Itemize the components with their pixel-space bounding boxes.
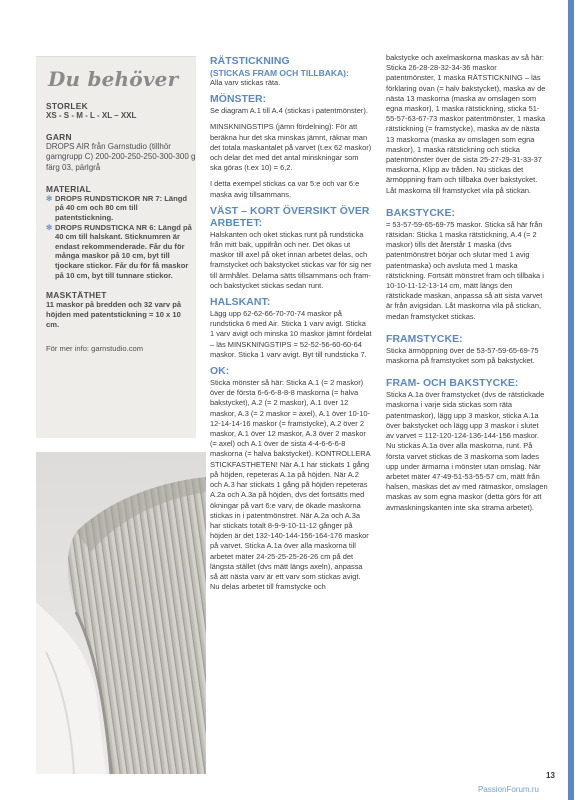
heading-halskant: HALSKANT: [210, 297, 271, 309]
text-ratstickning: Alla varv stickas räta. [210, 78, 281, 87]
more-info: För mer info: garnstudio.com [46, 343, 144, 353]
heading-fram-och-bakstycke: FRAM- OCH BAKSTYCKE: [386, 378, 519, 390]
snowflake-bullet-icon: ✻ [46, 222, 53, 232]
yarn-text: DROPS AIR från Garnstudio (tillhör garngrupp C) 200-200-250-250-300-300 g färg 03, pärlgrå [46, 142, 196, 172]
text-halskant: Lägg upp 62-62-66-70-70-74 maskor på rundsticka 6 med Air. Sticka 1 varv avigt. Sticka 1 varv avigt och minska 10 maskor jämnt fördelat – läs MINSKNINGSTIPS = 52-52-56-60-60-64 maskor. Sticka 1 varv avigt. Byt till rundsticka 7. [210, 309, 372, 359]
instructions-column-2 [386, 53, 548, 519]
knitted-vest-image [36, 452, 206, 774]
watermark: PassionForum.ru [478, 785, 539, 794]
snowflake-bullet-icon: ✻ [46, 193, 53, 203]
gauge-text: 11 maskor på bredden och 32 varv på höjden med patentstickning = 10 x 10 cm. [46, 300, 182, 329]
size-text: XS - S - M - L - XL – XXL [46, 111, 137, 120]
yarn-heading: GARN [46, 132, 72, 143]
gauge-heading: MASKTÄTHET [46, 290, 107, 301]
heading-monster: MÖNSTER: [210, 94, 267, 106]
heading-bakstycke: BAKSTYCKE: [386, 207, 456, 219]
box-title: Du behöver [48, 67, 179, 91]
text-framstycke: Sticka ärmöppning över de 53-57-59-65-69-75 maskorna på framstycket som på bakstycket. [386, 345, 539, 366]
material-item-2-text: DROPS RUNDSTICKA NR 6: Längd på 40 cm till halskant. Sticknumren är endast rekommenderade. Får du för många maskor på 10 cm, byt till tjockare stickor. Får du för få maskor på 10 cm, byt till tunnare stickor. [55, 222, 192, 280]
material-item-2 [46, 223, 196, 281]
text-bakstycke: = 53-57-59-65-69-75 maskor. Sticka så här från rätsidan: Sticka 1 maska rätstickning, A.4 (= 2 maskor) tills det återstår 1 maska (dvs patentmönstret börjar och slutar med 1 avig patentmaska) och avsluta med 1 maska rätstickning. Fortsätt mönstret fram och tillbaka i 10-10-11-12-13-14 cm, mätt längs den rätstickade maskan, anpassa så att sista varvet är från avigsidan. Låt maskorna vila på stickan, medan framstycket stickas. [386, 219, 544, 321]
material-item-1 [46, 194, 196, 223]
material-item-1-text: DROPS RUNDSTICKOR NR 7: Längd på 40 cm och 80 cm till patentstickning. [55, 193, 188, 222]
heading-ratstickning-sub: (STICKAS FRAM OCH TILLBAKA): [210, 68, 349, 78]
heading-ok: OK: [210, 366, 230, 378]
text-monster: Se diagram A.1 till A.4 (stickas i patentmönster). [210, 106, 368, 116]
text-minskningstips-example: I detta exempel stickas ca var 5:e och var 6:e maska avig tillsammans. [210, 179, 360, 199]
instructions-column-1 [210, 56, 372, 598]
heading-framstycke: FRAMSTYCKE: [386, 333, 463, 345]
text-minskningstips: MINSKNINGSTIPS (jämn fördelning): För att beräkna hur det ska minskas jämnt, räknar man det totala maskantalet på varvet (t.ex 62 maskor) och delar det med det antal minskningar som ska göras (t.ex 10) = 6,2. [210, 122, 372, 173]
vest-photo [36, 452, 206, 774]
material-heading: MATERIAL [46, 183, 92, 194]
text-vast: Halskanten och oket stickas runt på rundsticka från mitt bak, uppifrån och ner. Det ökas ut maskor till axel på oket innan arbetet delas, och framstycket och bakstycket stickas var för sig ner till ärmhålet. Delarna sätts tillsammans och fram- och bakstycket stickas sedan runt. [210, 229, 372, 290]
text-fram-och-bakstycke: Sticka A.1a över framstycket (dvs de rätstickade maskorna i varje sida stickas som räta patentmaskor), lägg upp 3 maskor, sticka A.1a över bakstycket och lägg upp 3 maskor i slutet av varvet = 112-120-124-136-144-156 maskor. Nu stickas A.1a över alla maskorna, runt. På första varvet stickas de 3 maskorna som lades upp under ärmarna i mönster utan omslag. När arbetet mäter 47-49-51-53-55-57 cm, mätt från halsen, maskas det av med rätmaskor, omslagen maskas av som egna maskor (detta görs för att avmaskningskanten inte ska strama arbetet). [386, 390, 548, 512]
materials-box [36, 56, 196, 438]
heading-ratstickning: RÄTSTICKNING [210, 56, 290, 67]
heading-vast: VÄST – KORT ÖVERSIKT ÖVER ARBETET: [210, 205, 370, 229]
page-number: 13 [546, 771, 555, 780]
size-heading: STORLEK [46, 101, 88, 111]
text-ok-continued: bakstycke och axelmaskorna maskas av så här: Sticka 26-28-28-32-34-36 maskor patentmönster, 1 maska RÄTSTICKNING – läs förklaring ovan (= halv bakstycket), maska av de nästa 13 maskorna (maska av omslagen som egna maskor), 1 maska rätstickning, sticka 51-55-57-63-67-73 maskor patentmönster, 1 maska rätstickning (= framstycke), maska av de nästa 13 maskorna (maska av omslagen som egna maskor), 1 maska rätstickning och sticka patentmönster över de sista 25-27-29-31-33-37 maskorna. Klipp av tråden. Nu stickas det ärmöppning fram och tillbaka över bakstycket. Låt maskorna till framstycket vila på stickan. [386, 53, 546, 195]
text-ok: Sticka mönster så här: Sticka A.1 (= 2 maskor) över de första 6-6-6-8-8-8 maskorna (= halva bakstycket), A.2 (= 2 maskor), A.1 över 12 maskor, A.3 (= 2 maskor = axel), A.1 över 10-10-12-14-14-16 maskor (= framstycke), A.2 över 2 maskor, A.1 över 12 maskor, A.3 över 2 maskor (= axel) och A.1 över de sista 4-4-6-6-6-8 maskorna (= halva bakstycket). KONTROLLERA STICKFASTHETEN! När A.1 har stickats 1 gång på höjden, repeteras A.1a på höjden. När A.2 och A.3 har stickats 1 gång på höjden repeteras A.2a och A.3a på höjden, dvs det fortsätts med ökningar på vart 6:e varv, de ökade maskorna stickas in i patentmönstret. När A.2a och A.3a har stickats totalt 8-9-9-10-11-12 gånger på höjden är det 132-140-144-156-164-176 maskor på varvet. Sticka A.1a över alla maskorna till arbetet mäter 24-25-25-25-26-26 cm på det längsta stället (dvs mätt längs axeln), anpassa så att nästa varv är ett varv som stickas avigt. Nu delas arbetet till framstycke och [210, 378, 371, 592]
page-edge-stripe [568, 0, 574, 800]
